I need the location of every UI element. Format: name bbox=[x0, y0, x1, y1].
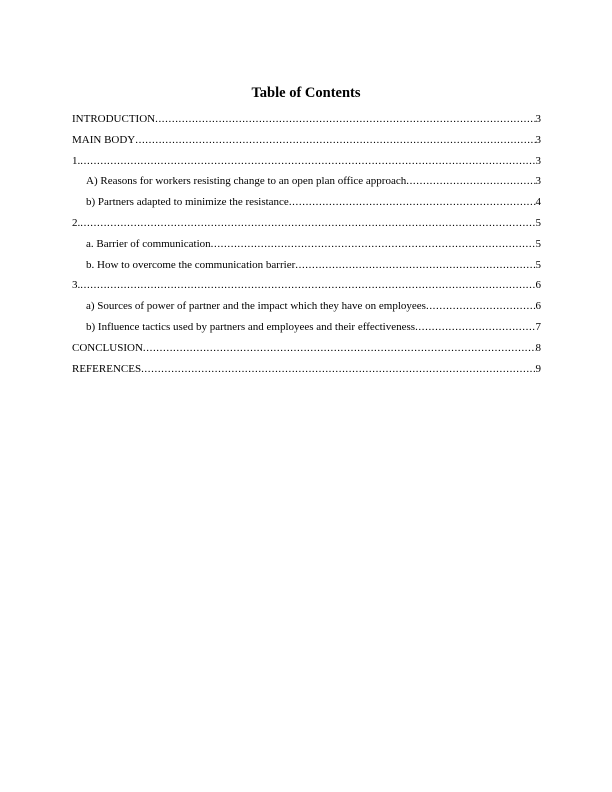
toc-entry-label: MAIN BODY bbox=[72, 133, 136, 146]
toc-page-number: 6 bbox=[535, 300, 541, 313]
toc-entry-label: b) Influence tactics used by partners and employees and their effectiveness bbox=[86, 320, 416, 333]
toc-dot-leader bbox=[143, 341, 536, 355]
toc-page-number: 5 bbox=[535, 216, 541, 229]
toc-dot-leader bbox=[135, 133, 535, 147]
toc-entry-main-body[interactable] bbox=[72, 133, 541, 154]
toc-entry-section-2[interactable] bbox=[72, 216, 541, 237]
toc-page-number: 8 bbox=[535, 341, 541, 354]
toc-title: Table of Contents bbox=[251, 85, 361, 101]
toc-list bbox=[72, 112, 541, 382]
toc-entry-section-1[interactable] bbox=[72, 154, 541, 175]
toc-entry-label: CONCLUSION bbox=[72, 341, 143, 354]
toc-dot-leader bbox=[80, 154, 535, 168]
toc-page-number: 3 bbox=[535, 113, 541, 125]
toc-entry-label: 2. bbox=[72, 216, 81, 229]
toc-entry-label: REFERENCES bbox=[72, 362, 142, 375]
toc-entry-1a[interactable] bbox=[72, 174, 541, 195]
toc-entry-introduction[interactable] bbox=[72, 112, 541, 133]
toc-entry-label: a. Barrier of communication bbox=[86, 237, 211, 250]
toc-entry-2a[interactable] bbox=[72, 237, 541, 258]
toc-entry-label: 1. bbox=[72, 154, 81, 167]
toc-entry-label: b. How to overcome the communication barrier bbox=[86, 258, 296, 271]
toc-entry-conclusion[interactable] bbox=[72, 341, 541, 362]
toc-page-number: 3 bbox=[535, 133, 541, 146]
toc-entry-section-3[interactable] bbox=[72, 278, 541, 299]
toc-page-number: 9 bbox=[535, 362, 541, 375]
toc-dot-leader bbox=[155, 112, 535, 126]
toc-page-number: 5 bbox=[535, 258, 541, 271]
toc-dot-leader bbox=[80, 278, 535, 292]
toc-dot-leader bbox=[211, 237, 536, 251]
toc-dot-leader bbox=[141, 362, 535, 376]
toc-page-number: 7 bbox=[535, 320, 541, 333]
toc-dot-leader bbox=[295, 258, 535, 272]
toc-dot-leader bbox=[415, 320, 535, 334]
toc-page-number: 5 bbox=[535, 237, 541, 250]
toc-dot-leader bbox=[289, 195, 536, 209]
toc-entry-label: a) Sources of power of partner and the impact which they have on employees bbox=[86, 300, 426, 313]
toc-page-number: 3 bbox=[535, 154, 541, 167]
toc-entry-label: INTRODUCTION bbox=[72, 113, 156, 125]
toc-entry-3b[interactable] bbox=[72, 320, 541, 341]
toc-entry-2b[interactable] bbox=[72, 258, 541, 279]
toc-entry-3a[interactable] bbox=[72, 299, 541, 320]
toc-page-number: 6 bbox=[535, 279, 541, 292]
toc-entry-1b[interactable] bbox=[72, 195, 541, 216]
toc-dot-leader bbox=[80, 216, 535, 230]
toc-entry-label: 3. bbox=[72, 279, 81, 292]
toc-dot-leader bbox=[426, 299, 536, 313]
toc-dot-leader bbox=[406, 174, 535, 188]
toc-page-number: 3 bbox=[535, 175, 541, 188]
toc-entry-references[interactable] bbox=[72, 362, 541, 383]
toc-page-number: 4 bbox=[535, 196, 541, 209]
toc-entry-label: A) Reasons for workers resisting change to an open plan office approach bbox=[86, 175, 407, 188]
toc-entry-label: b) Partners adapted to minimize the resistance bbox=[86, 196, 289, 209]
